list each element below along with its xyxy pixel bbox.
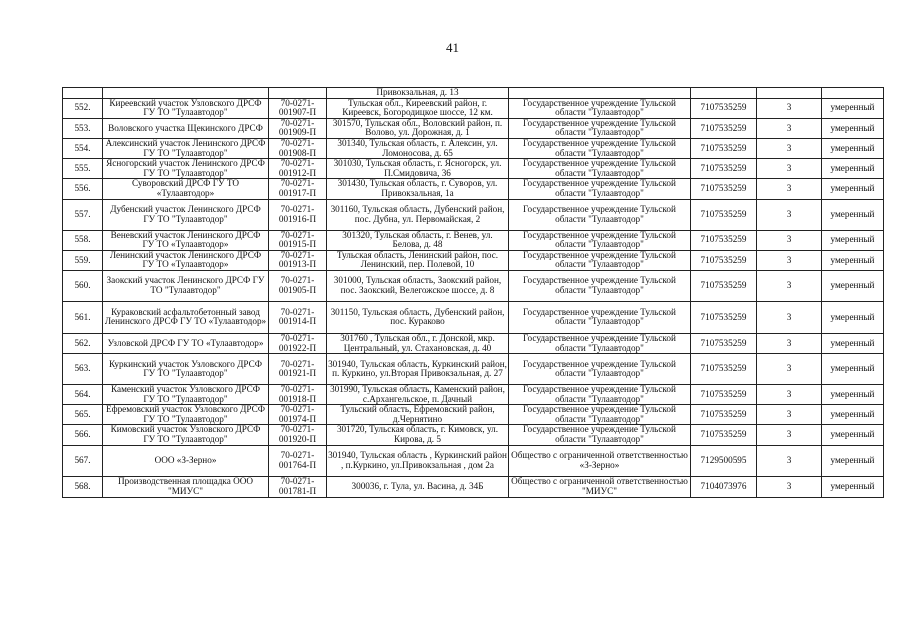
org-cell: Государственное учреждение Тульской области "Тулаавтодор" [509, 354, 691, 385]
code-cell: 70-0271-001918-П [269, 385, 327, 405]
name-cell: Куркинский участок Узловского ДРСФ ГУ ТО "Тулаавтодор" [103, 354, 269, 385]
inn-cell: 7107535259 [691, 159, 757, 179]
address-cell: 301940, Тульская область , Куркинский район , п.Куркино, ул.Привокзальная , дом 2а [327, 445, 509, 476]
table-row [63, 354, 884, 385]
risk-cell: умеренный [822, 354, 884, 385]
category-cell: 3 [757, 179, 822, 199]
name-cell: Суворовский ДРСФ ГУ ТО «Тулаавтодор» [103, 179, 269, 199]
org-cell: Государственное учреждение Тульской области "Тулаавтодор" [509, 98, 691, 118]
address-cell: Тульская область, Ленинский район, пос. Ленинский, пер. Полевой, 10 [327, 250, 509, 270]
address-cell: 301000, Тульская область, Заокский район, пос. Заокский, Велегожское шоссе, д. 8 [327, 270, 509, 301]
num-cell: 559. [63, 250, 103, 270]
name-cell: Узловской ДРСФ ГУ ТО «Тулаавтодор» [103, 333, 269, 353]
risk-cell: умеренный [822, 301, 884, 333]
name-cell: Заокский участок Ленинского ДРСФ ГУ ТО "Тулаавтодор" [103, 270, 269, 301]
table-row [63, 199, 884, 230]
table-row [63, 230, 884, 250]
risk-cell [822, 88, 884, 99]
code-cell: 70-0271-001913-П [269, 250, 327, 270]
address-cell: 301340, Тульская область, г. Алексин, ул. Ломоносова, д. 65 [327, 138, 509, 158]
address-cell: Тульский область, Ефремовский район, д.Чернятино [327, 405, 509, 425]
category-cell: 3 [757, 230, 822, 250]
table-row [63, 179, 884, 199]
org-cell: Государственное учреждение Тульской области "Тулаавтодор" [509, 333, 691, 353]
name-cell: Дубенский участок Ленинского ДРСФ ГУ ТО "Тулаавтодор" [103, 199, 269, 230]
code-cell: 70-0271-001917-П [269, 179, 327, 199]
risk-cell: умеренный [822, 179, 884, 199]
code-cell: 70-0271-001922-П [269, 333, 327, 353]
num-cell: 568. [63, 476, 103, 497]
table-row [63, 270, 884, 301]
inn-cell: 7107535259 [691, 270, 757, 301]
num-cell: 557. [63, 199, 103, 230]
address-cell: 301160, Тульская область, Дубенский район, пос. Дубна, ул. Первомайская, 2 [327, 199, 509, 230]
address-cell: 300036, г. Тула, ул. Васина, д. 34Б [327, 476, 509, 497]
org-cell: Государственное учреждение Тульской области "Тулаавтодор" [509, 270, 691, 301]
code-cell: 70-0271-001781-П [269, 476, 327, 497]
registry-table [62, 87, 884, 498]
num-cell: 552. [63, 98, 103, 118]
name-cell: Веневский участок Ленинского ДРСФ ГУ ТО «Тулаавтодор» [103, 230, 269, 250]
category-cell: 3 [757, 199, 822, 230]
continuation-row [63, 88, 884, 99]
table-row [63, 385, 884, 405]
num-cell: 563. [63, 354, 103, 385]
org-cell: Общество с ограниченной ответственностью "МИУС" [509, 476, 691, 497]
address-cell: 301430, Тульская область, г. Суворов, ул. Привокзальная, 1а [327, 179, 509, 199]
num-cell: 562. [63, 333, 103, 353]
risk-cell: умеренный [822, 425, 884, 445]
num-cell: 558. [63, 230, 103, 250]
code-cell: 70-0271-001914-П [269, 301, 327, 333]
num-cell: 567. [63, 445, 103, 476]
risk-cell: умеренный [822, 270, 884, 301]
risk-cell: умеренный [822, 199, 884, 230]
inn-cell [691, 88, 757, 99]
table-row [63, 118, 884, 138]
table-row [63, 98, 884, 118]
risk-cell: умеренный [822, 250, 884, 270]
num-cell: 555. [63, 159, 103, 179]
category-cell: 3 [757, 476, 822, 497]
code-cell: 70-0271-001905-П [269, 270, 327, 301]
address-cell: 301720, Тульская область, г. Кимовск, ул. Кирова, д. 5 [327, 425, 509, 445]
name-cell: Ясногорский участок Ленинского ДРСФ ГУ ТО "Тулаавтодор" [103, 159, 269, 179]
table-row [63, 425, 884, 445]
risk-cell: умеренный [822, 333, 884, 353]
num-cell: 565. [63, 405, 103, 425]
org-cell: Государственное учреждение Тульской области "Тулаавтодор" [509, 118, 691, 138]
name-cell: Производственная площадка ООО "МИУС" [103, 476, 269, 497]
org-cell [509, 88, 691, 99]
table-row [63, 476, 884, 497]
code-cell: 70-0271-001916-П [269, 199, 327, 230]
address-cell: 301760 , Тульская обл., г. Донской, мкр. Центральный, ул. Стахановская, д. 40 [327, 333, 509, 353]
page-number: 41 [446, 40, 459, 55]
category-cell [757, 88, 822, 99]
inn-cell: 7107535259 [691, 138, 757, 158]
inn-cell: 7107535259 [691, 118, 757, 138]
table-row [63, 445, 884, 476]
name-cell: Кураковский асфальтобетонный завод Ленинского ДРСФ ГУ ТО «Тулаавтодор» [103, 301, 269, 333]
category-cell: 3 [757, 98, 822, 118]
risk-cell: умеренный [822, 476, 884, 497]
address-cell: 301030, Тульская область, г. Ясногорск, ул. П.Смидовича, 36 [327, 159, 509, 179]
inn-cell: 7104073976 [691, 476, 757, 497]
name-cell [103, 88, 269, 99]
name-cell: Ленинский участок Ленинского ДРСФ ГУ ТО «Тулаавтодор» [103, 250, 269, 270]
table-row [63, 405, 884, 425]
code-cell: 70-0271-001974-П [269, 405, 327, 425]
code-cell: 70-0271-001912-П [269, 159, 327, 179]
code-cell: 70-0271-001909-П [269, 118, 327, 138]
org-cell: Государственное учреждение Тульской области "Тулаавтодор" [509, 405, 691, 425]
risk-cell: умеренный [822, 118, 884, 138]
inn-cell: 7107535259 [691, 179, 757, 199]
address-cell: 301940, Тульская область, Куркинский район, п. Куркино, ул.Вторая Привокзальная, д. 27 [327, 354, 509, 385]
code-cell: 70-0271-001907-П [269, 98, 327, 118]
org-cell: Государственное учреждение Тульской области "Тулаавтодор" [509, 138, 691, 158]
num-cell: 561. [63, 301, 103, 333]
table-row [63, 301, 884, 333]
org-cell: Государственное учреждение Тульской области "Тулаавтодор" [509, 199, 691, 230]
name-cell: Ефремовский участок Узловского ДРСФ ГУ ТО "Тулаавтодор" [103, 405, 269, 425]
name-cell: Алексинский участок Ленинского ДРСФ ГУ ТО "Тулаавтодор" [103, 138, 269, 158]
num-cell: 564. [63, 385, 103, 405]
num-cell: 553. [63, 118, 103, 138]
table-body [63, 88, 884, 498]
inn-cell: 7107535259 [691, 301, 757, 333]
org-cell: Государственное учреждение Тульской области "Тулаавтодор" [509, 250, 691, 270]
inn-cell: 7107535259 [691, 199, 757, 230]
address-cell: 301570, Тульская обл., Воловский район, п. Волово, ул. Дорожная, д. 1 [327, 118, 509, 138]
risk-cell: умеренный [822, 230, 884, 250]
category-cell: 3 [757, 118, 822, 138]
inn-cell: 7107535259 [691, 354, 757, 385]
table-row [63, 333, 884, 353]
address-cell: Тульская обл., Киреевский район, г. Киреевск, Богородицкое шоссе, 12 км. [327, 98, 509, 118]
code-cell: 70-0271-001921-П [269, 354, 327, 385]
inn-cell: 7107535259 [691, 333, 757, 353]
inn-cell: 7107535259 [691, 385, 757, 405]
table-row [63, 159, 884, 179]
code-cell: 70-0271-001908-П [269, 138, 327, 158]
risk-cell: умеренный [822, 445, 884, 476]
org-cell: Государственное учреждение Тульской области "Тулаавтодор" [509, 385, 691, 405]
category-cell: 3 [757, 138, 822, 158]
risk-cell: умеренный [822, 138, 884, 158]
category-cell: 3 [757, 250, 822, 270]
risk-cell: умеренный [822, 405, 884, 425]
num-cell: 560. [63, 270, 103, 301]
category-cell: 3 [757, 159, 822, 179]
category-cell: 3 [757, 385, 822, 405]
org-cell: Государственное учреждение Тульской области "Тулаавтодор" [509, 159, 691, 179]
name-cell: Воловского участка Щекинского ДРСФ [103, 118, 269, 138]
address-cell: 301990, Тульская область, Каменский район, с.Архангельское, п. Дачный [327, 385, 509, 405]
org-cell: Государственное учреждение Тульской области "Тулаавтодор" [509, 230, 691, 250]
num-cell: 556. [63, 179, 103, 199]
inn-cell: 7107535259 [691, 405, 757, 425]
risk-cell: умеренный [822, 385, 884, 405]
risk-cell: умеренный [822, 98, 884, 118]
category-cell: 3 [757, 333, 822, 353]
table-row [63, 138, 884, 158]
org-cell: Государственное учреждение Тульской области "Тулаавтодор" [509, 301, 691, 333]
category-cell: 3 [757, 354, 822, 385]
name-cell: ООО «З-Зерно» [103, 445, 269, 476]
inn-cell: 7107535259 [691, 98, 757, 118]
address-cell: Привокзальная, д. 13 [327, 88, 509, 99]
code-cell [269, 88, 327, 99]
category-cell: 3 [757, 301, 822, 333]
category-cell: 3 [757, 425, 822, 445]
org-cell: Государственное учреждение Тульской области "Тулаавтодор" [509, 425, 691, 445]
name-cell: Кимовский участок Узловского ДРСФ ГУ ТО "Тулаавтодор" [103, 425, 269, 445]
num-cell [63, 88, 103, 99]
name-cell: Киреевский участок Узловского ДРСФ ГУ ТО "Тулаавтодор" [103, 98, 269, 118]
inn-cell: 7107535259 [691, 250, 757, 270]
inn-cell: 7107535259 [691, 230, 757, 250]
address-cell: 301150, Тульская область, Дубенский район, пос. Кураково [327, 301, 509, 333]
category-cell: 3 [757, 270, 822, 301]
table-row [63, 250, 884, 270]
org-cell: Государственное учреждение Тульской области "Тулаавтодор" [509, 179, 691, 199]
risk-cell: умеренный [822, 159, 884, 179]
inn-cell: 7107535259 [691, 425, 757, 445]
address-cell: 301320, Тульская область, г. Венев, ул. Белова, д. 48 [327, 230, 509, 250]
num-cell: 566. [63, 425, 103, 445]
name-cell: Каменский участок Узловского ДРСФ ГУ ТО "Тулаавтодор" [103, 385, 269, 405]
code-cell: 70-0271-001764-П [269, 445, 327, 476]
inn-cell: 7129500595 [691, 445, 757, 476]
category-cell: 3 [757, 445, 822, 476]
org-cell: Общество с ограниченной ответственностью «З-Зерно» [509, 445, 691, 476]
code-cell: 70-0271-001915-П [269, 230, 327, 250]
num-cell: 554. [63, 138, 103, 158]
category-cell: 3 [757, 405, 822, 425]
code-cell: 70-0271-001920-П [269, 425, 327, 445]
